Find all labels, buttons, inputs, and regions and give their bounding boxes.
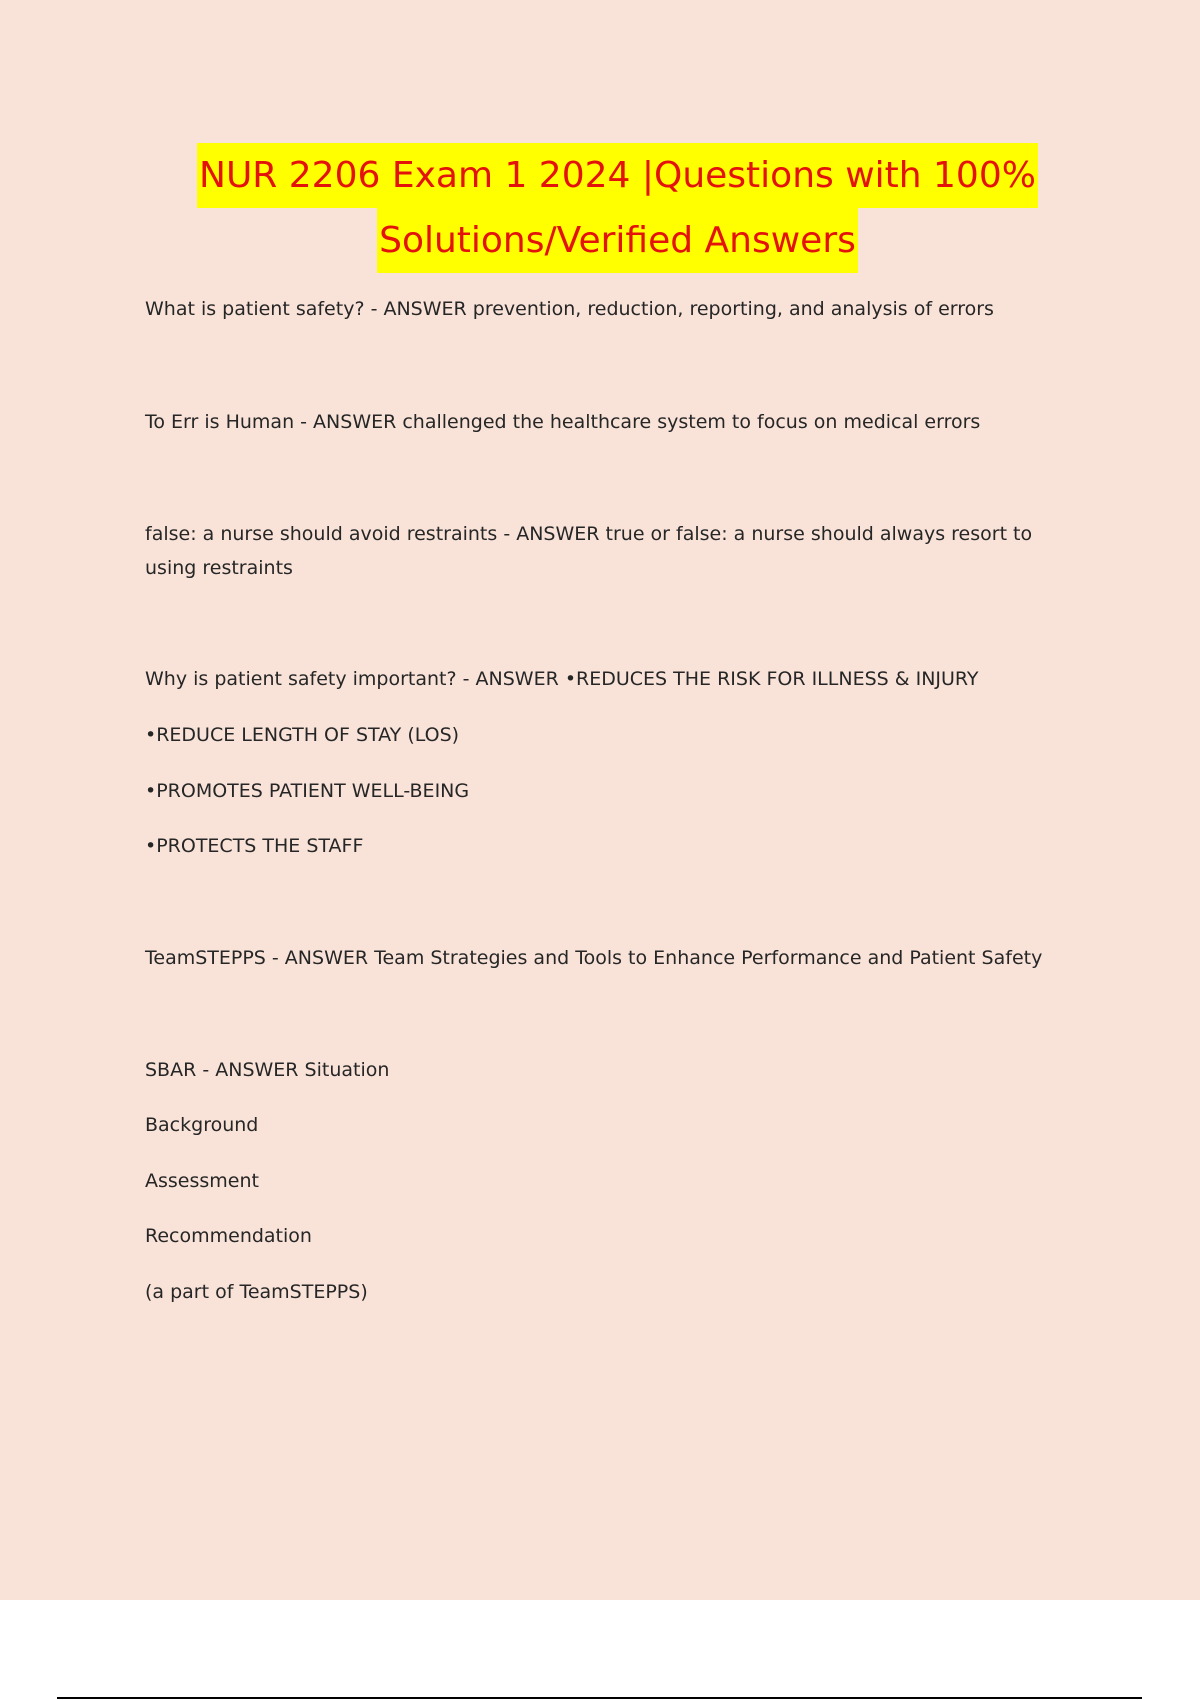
document-title bbox=[0, 143, 1200, 273]
qa-teamstepps: TeamSTEPPS - ANSWER Team Strategies and Tools to Enhance Performance and Patient Safety bbox=[145, 947, 1043, 969]
qa-why-safety-bullet-wellbeing: •PROMOTES PATIENT WELL-BEING bbox=[145, 780, 470, 802]
qa-sbar-question: SBAR - ANSWER Situation bbox=[145, 1059, 390, 1081]
footer-divider bbox=[57, 1697, 1142, 1699]
qa-why-safety-question: Why is patient safety important? - ANSWER •REDUCES THE RISK FOR ILLNESS & INJURY bbox=[145, 668, 979, 690]
qa-sbar-note: (a part of TeamSTEPPS) bbox=[145, 1281, 368, 1303]
qa-why-safety-bullet-los: •REDUCE LENGTH OF STAY (LOS) bbox=[145, 724, 460, 746]
qa-why-safety-bullet-staff: •PROTECTS THE STAFF bbox=[145, 835, 364, 857]
qa-to-err-is-human: To Err is Human - ANSWER challenged the healthcare system to focus on medical errors bbox=[145, 411, 981, 433]
qa-restraints: false: a nurse should avoid restraints - ANSWER true or false: a nurse should always resort to using restraints bbox=[145, 523, 1033, 579]
qa-patient-safety: What is patient safety? - ANSWER prevention, reduction, reporting, and analysis of errors bbox=[145, 298, 994, 320]
qa-sbar-background: Background bbox=[145, 1114, 259, 1136]
title-line-1: NUR 2206 Exam 1 2024 |Questions with 100% bbox=[197, 143, 1038, 208]
qa-sbar-assessment: Assessment bbox=[145, 1170, 259, 1192]
title-line-2: Solutions/Verified Answers bbox=[377, 208, 858, 273]
qa-sbar-recommendation: Recommendation bbox=[145, 1225, 312, 1247]
